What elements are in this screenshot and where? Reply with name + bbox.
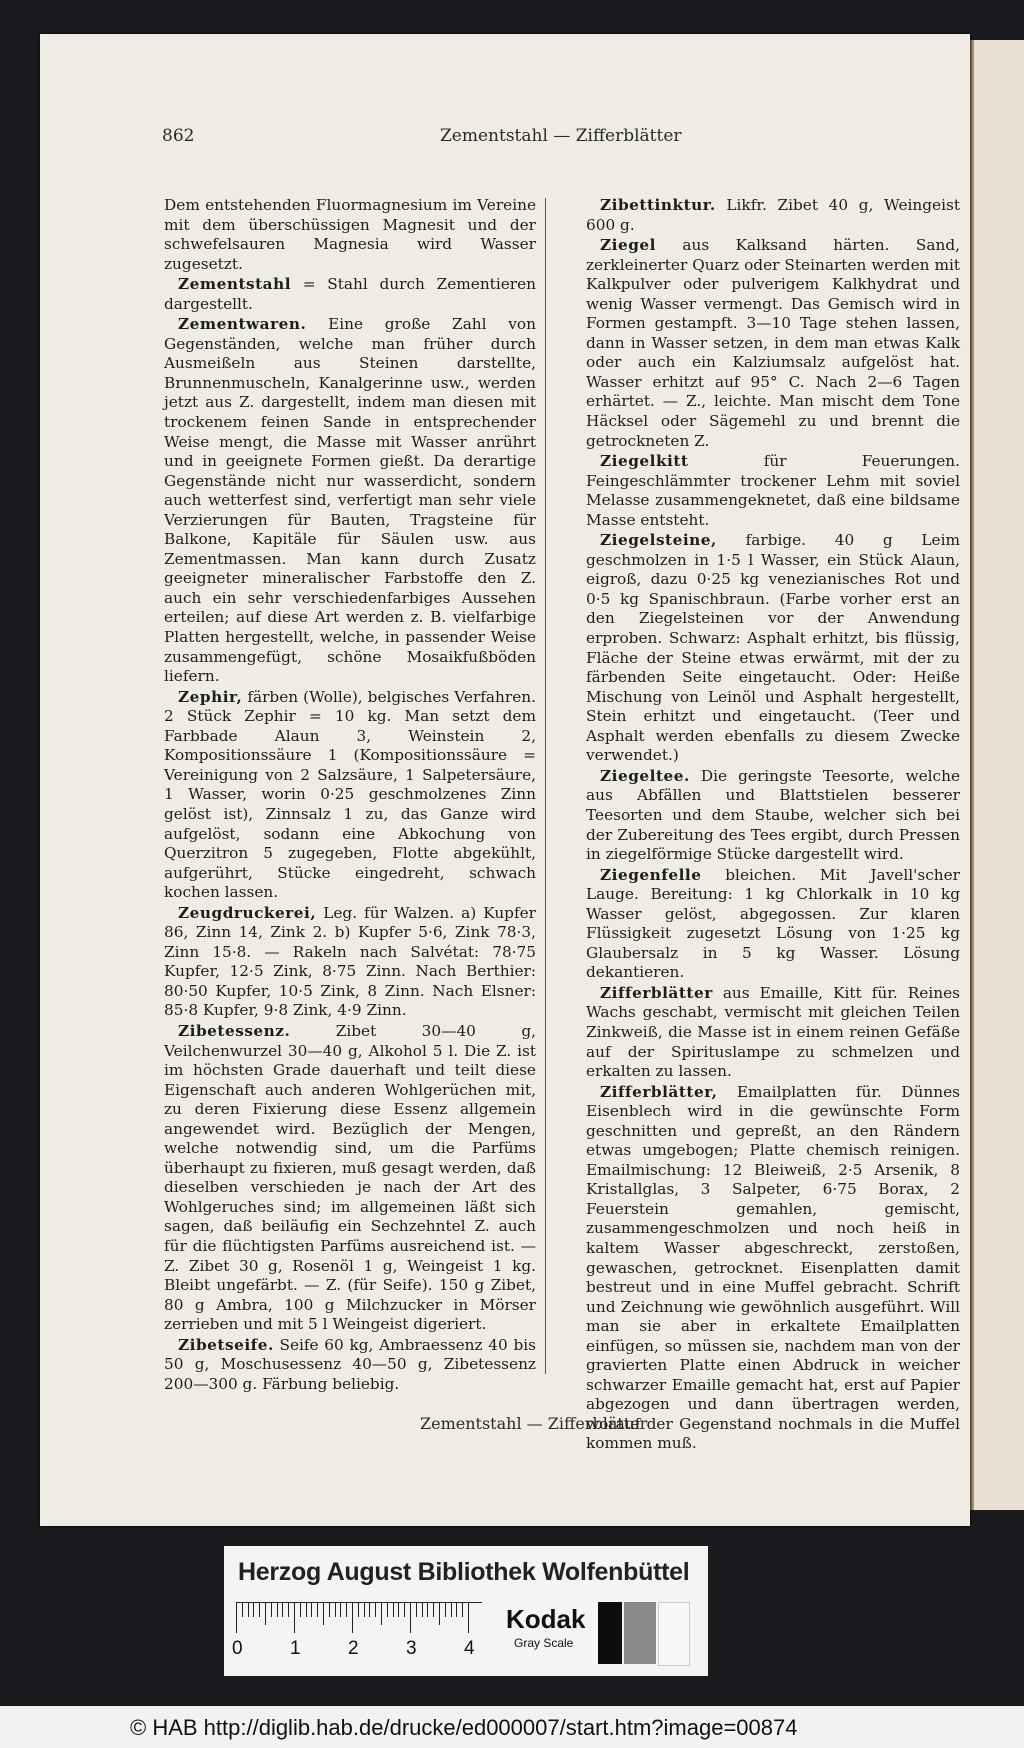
entry-keyword: Ziegelkitt <box>600 452 689 471</box>
ruler-tick <box>358 1603 359 1617</box>
facing-page-edge <box>972 40 1024 1510</box>
ruler-tick <box>451 1603 452 1617</box>
ruler-tick <box>236 1603 237 1633</box>
entry-keyword: Zementstahl <box>178 275 292 294</box>
entry-keyword: Ziegenfelle <box>600 865 702 884</box>
ruler-tick <box>253 1603 254 1617</box>
ruler-tick <box>259 1603 260 1617</box>
entry-keyword: Zibettinktur. <box>600 196 716 214</box>
ruler-tick <box>265 1603 266 1625</box>
entry-text: Die geringste Teesorte, welche aus Abfällen und Blattstielen besserer Teesorten und dem Staube, welcher sich bei der Zubereitung des Tees ergibt, durch Pressen in ziegelförmige Stücke dargestellt wird. <box>586 766 960 864</box>
entry-text: Leg. für Walzen. a) Kupfer 86, Zinn 14, Zink 2. b) Kupfer 5·6, Zink 78·3, Zinn 15·8. — Rakeln nach Salvétat: 78·75 Kupfer, 12·5 Zink, 8·75 Zinn. Nach Berthier: 80·50 Kupfer, 10·5 Zink, 8 Zinn. Nach Elsner: 85·8 Kupfer, 9·8 Zink, 4·9 Zinn. <box>164 903 536 1020</box>
ruler-tick <box>346 1603 347 1617</box>
ruler-tick <box>439 1603 440 1625</box>
ruler-tick <box>433 1603 434 1617</box>
ruler-number: 1 <box>290 1638 301 1659</box>
entry-keyword: Ziegeltee. <box>600 766 690 785</box>
entry-keyword: Ziegel <box>600 236 656 255</box>
ruler-tick <box>300 1603 301 1617</box>
ruler-tick <box>271 1603 272 1617</box>
ruler-tick <box>462 1603 463 1617</box>
black-swatch <box>598 1602 622 1664</box>
ruler-tick <box>393 1603 394 1617</box>
dictionary-entry <box>164 688 536 903</box>
dictionary-entry <box>164 275 536 314</box>
ruler-tick <box>369 1603 370 1617</box>
dictionary-entry <box>586 984 960 1082</box>
library-name: Herzog August Bibliothek Wolfenbüttel <box>238 1558 690 1586</box>
ruler-tick <box>306 1603 307 1617</box>
page-number: 862 <box>162 126 195 146</box>
color-calibration-card <box>224 1546 708 1676</box>
ruler-tick <box>364 1603 365 1617</box>
ruler-tick <box>288 1603 289 1617</box>
ruler-number: 2 <box>348 1638 359 1659</box>
ruler-tick <box>248 1603 249 1617</box>
ruler-tick <box>294 1603 295 1633</box>
entry-keyword: Zementwaren. <box>178 315 307 334</box>
ruler-tick <box>445 1603 446 1617</box>
white-swatch <box>658 1602 690 1666</box>
credit-bar <box>0 1706 1024 1748</box>
entry-text: Dem entstehenden Fluormagnesium im Vereine mit dem überschüssigen Magnesit und der schwefelsauren Magnesia wird Wasser zugesetzt. <box>164 196 536 273</box>
entry-text: Likfr. Zibet 40 g, Weingeist 600 g. <box>586 196 960 234</box>
ruler-tick <box>468 1603 469 1633</box>
dictionary-entry <box>586 767 960 865</box>
gray-swatch <box>624 1602 656 1664</box>
entry-text: Eine große Zahl von Gegenständen, welche man früher durch Ausmeißeln aus Steinen darstellte, Brunnenmuscheln, Kanalgerinne usw., werden jetzt aus Z. dargestellt, indem man diesen mit trockenem feinen Sande in entsprechender Weise mengt, die Masse mit Wasser anrührt und in geeignete Formen gießt. Da derartige Gegenstände nicht nur wasserdicht, sondern auch wetterfest sind, verfertigt man sehr viele Verzierungen für Bauten, Tragsteine für Balkone, Kapitäle für Säulen usw. aus Zementmassen. Man kann durch Zusatz geeigneter mineralischer Farbstoffe den Z. auch ein sehr verschiedenfarbiges Aussehen erteilen; auf diese Art werden z. B. vielfarbige Platten hergestellt, welche, in passender Weise zusammengefügt, schöne Mosaikfußböden liefern. <box>164 315 536 686</box>
dictionary-entry <box>586 196 960 235</box>
entry-text: für Feuerungen. Feingeschlämmter trockener Lehm mit soviel Melasse zusammengeknetet, daß eine bildsame Masse entsteht. <box>586 452 960 529</box>
ruler-tick <box>282 1603 283 1617</box>
book-page <box>40 34 970 1526</box>
entry-keyword: Zifferblätter, <box>600 1082 718 1101</box>
dictionary-entry <box>586 1083 960 1454</box>
dictionary-entry <box>586 866 960 983</box>
dictionary-entry <box>164 1022 536 1335</box>
ruler-tick <box>410 1603 411 1633</box>
entry-text: bleichen. Mit Javell'scher Lauge. Bereitung: 1 kg Chlorkalk in 10 kg Wasser gelöst, abgegossen. Zur klaren Flüssigkeit zugesetzt Lösung von 1·25 kg Glaubersalz in 5 kg Wasser. Lösung dekantieren. <box>586 865 960 982</box>
ruler-tick <box>427 1603 428 1617</box>
ruler-number: 3 <box>406 1638 417 1659</box>
entry-text: färben (Wolle), belgisches Verfahren. 2 Stück Zephir = 10 kg. Man setzt dem Farbbade Alaun 3, Weinstein 2, Kompositionssäure 1 (Kompositionssäure = Vereinigung von 2 Salzsäure, 1 Salpetersäure, 1 Wasser, worin 0·25 geschmolzenes Zinn gelöst ist), Zinnsalz 1 zu, das Ganze wird aufgelöst, sodann eine Abkochung von Querzitron 5 zugegeben, Flotte abgekühlt, aufgerührt, Stücke eingedreht, schwach kochen lassen. <box>164 687 536 902</box>
entry-keyword: Ziegelsteine, <box>600 531 717 550</box>
entry-keyword: Zifferblätter <box>600 983 713 1002</box>
ruler-tick <box>277 1603 278 1617</box>
dictionary-entry <box>586 236 960 451</box>
page-header <box>40 126 970 156</box>
page-footer: Zementstahl — Zifferblätter <box>420 1414 648 1433</box>
entry-text: Emailplatten für. Dünnes Eisenblech wird in die gewünschte Form geschnitten und gepreßt, an den Rändern etwas umgebogen; Platte chemisch reinigen. Emailmischung: 12 Bleiweiß, 2·5 Arsenik, 8 Kristallglas, 3 Salpeter, 6·75 Borax, 2 Feuerstein gemahlen, gemischt, zusammengeschmolzen und noch heiß in kaltem Wasser abgeschreckt, zerstoßen, gewaschen, getrocknet. Eisenplatten damit bestreut und in eine Muffel gebracht. Schrift und Zeichnung wie gewöhnlich ausgeführt. Will man sie aber in erkaltete Emailplatten einfügen, so müssen sie, nachdem man von der gravierten Platte einen Abdruck in weicher schwarzer Emaille gemacht hat, erst auf Papier abgezogen und dann übertragen werden, worauf der Gegenstand nochmals in die Muffel kommen muß. <box>586 1082 960 1453</box>
dictionary-entry <box>164 315 536 686</box>
ruler-tick <box>242 1603 243 1617</box>
entry-text: aus Emaille, Kitt für. Reines Wachs geschabt, vermischt mit gleichen Teilen Zinkweiß, die Masse ist in einem reinen Gefäße auf der Spirituslampe zu schmelzen und erkalten zu lassen. <box>586 983 960 1081</box>
ruler-tick <box>456 1603 457 1617</box>
ruler-tick <box>416 1603 417 1617</box>
credit-link[interactable]: © HAB http://diglib.hab.de/drucke/ed000007/start.htm?image=00874 <box>130 1715 798 1740</box>
ruler-number: 4 <box>464 1638 475 1659</box>
running-head: Zementstahl — Zifferblätter <box>440 126 682 146</box>
left-column <box>164 196 536 1395</box>
entry-keyword: Zibetseife. <box>178 1335 274 1354</box>
ruler-tick <box>404 1603 405 1617</box>
entry-keyword: Zephir, <box>178 687 243 706</box>
dictionary-entry <box>586 531 960 766</box>
entry-text: farbige. 40 g Leim geschmolzen in 1·5 l Wasser, ein Stück Alaun, eigroß, dazu 0·25 kg venezianisches Rot und 0·5 kg Spanischbraun. (Farbe vorher erst an den Ziegelsteinen vor der Anwendung erproben. Schwarz: Asphalt erhitzt, bis flüssig, Fläche der Steine etwas erwärmt, mit der zu färbenden Seite eingetaucht. Oder: Heiße Mischung von Leinöl und Asphalt hergestellt, Stein erhitzt und eingetaucht. (Teer und Asphalt werden ebenfalls zu diesem Zwecke verwendet.) <box>586 531 960 765</box>
ruler-tick <box>317 1603 318 1617</box>
ruler-tick <box>340 1603 341 1617</box>
ruler-tick <box>422 1603 423 1617</box>
dictionary-entry <box>586 452 960 530</box>
kodak-logo: Kodak <box>506 1604 586 1634</box>
ruler-tick <box>381 1603 382 1625</box>
entry-keyword: Zeugdruckerei, <box>178 903 317 922</box>
ruler-tick <box>311 1603 312 1617</box>
ruler-tick <box>398 1603 399 1617</box>
entry-text: aus Kalksand härten. Sand, zerkleinerter Quarz oder Steinarten werden mit Kalkpulver oder pulverigem Kalkhydrat und wenig Wasser vermengt. Das Gemisch wird in Formen gestampft. 3—10 Tage stehen lassen, dann in Wasser setzen, in dem man etwas Kalk oder auch ein Kalziumsalz aufgelöst hat. Wasser erhitzt auf 95° C. Nach 2—6 Tagen erhärtet. — Z., leichte. Man mischt dem Tone Häcksel oder Sägemehl zu und brennt die getrockneten Z. <box>586 236 960 450</box>
ruler-number: 0 <box>232 1638 243 1659</box>
dictionary-entry <box>164 904 536 1021</box>
right-column <box>586 196 960 1455</box>
entry-text: Seife 60 kg, Ambraessenz 40 bis 50 g, Moschusessenz 40—50 g, Zibetessenz 200—300 g. Färbung beliebig. <box>164 1335 536 1393</box>
entry-text: Zibet 30—40 g, Veilchenwurzel 30—40 g, Alkohol 5 l. Die Z. ist im höchsten Grade dauerhaft und teilt diese Eigenschaft auch anderen Wohlgerüchen mit, zu deren Fixierung diese Essenz allgemein angewendet wird. Bezüglich der Mengen, welche notwendig sind, um die Parfüms überhaupt zu fixieren, muß gesagt werden, daß dieselben verschieden je nach der Art des Wohlgeruches sind; im allgemeinen läßt sich sagen, daß beiläufig ein Sechzehntel Z. auch für die flüchtigsten Parfüms ausreichend ist. — Z. Zibet 30 g, Rosenöl 1 g, Weingeist 1 kg. Bleibt ungefärbt. — Z. (für Seife). 150 g Zibet, 80 g Ambra, 100 g Milchzucker in Mörser zerrieben und mit 5 l Weingeist digeriert. <box>164 1021 536 1334</box>
gray-scale-label: Gray Scale <box>514 1636 574 1650</box>
ruler <box>236 1602 482 1637</box>
column-divider <box>545 198 546 1374</box>
entry-keyword: Zibetessenz. <box>178 1021 291 1040</box>
dictionary-entry <box>164 1336 536 1395</box>
ruler-tick <box>323 1603 324 1625</box>
dictionary-entry <box>164 196 536 274</box>
ruler-tick <box>329 1603 330 1617</box>
entry-text: = Stahl durch Zementieren dargestellt. <box>164 275 536 313</box>
ruler-tick <box>387 1603 388 1617</box>
ruler-tick <box>375 1603 376 1617</box>
ruler-tick <box>335 1603 336 1617</box>
ruler-tick <box>352 1603 353 1633</box>
